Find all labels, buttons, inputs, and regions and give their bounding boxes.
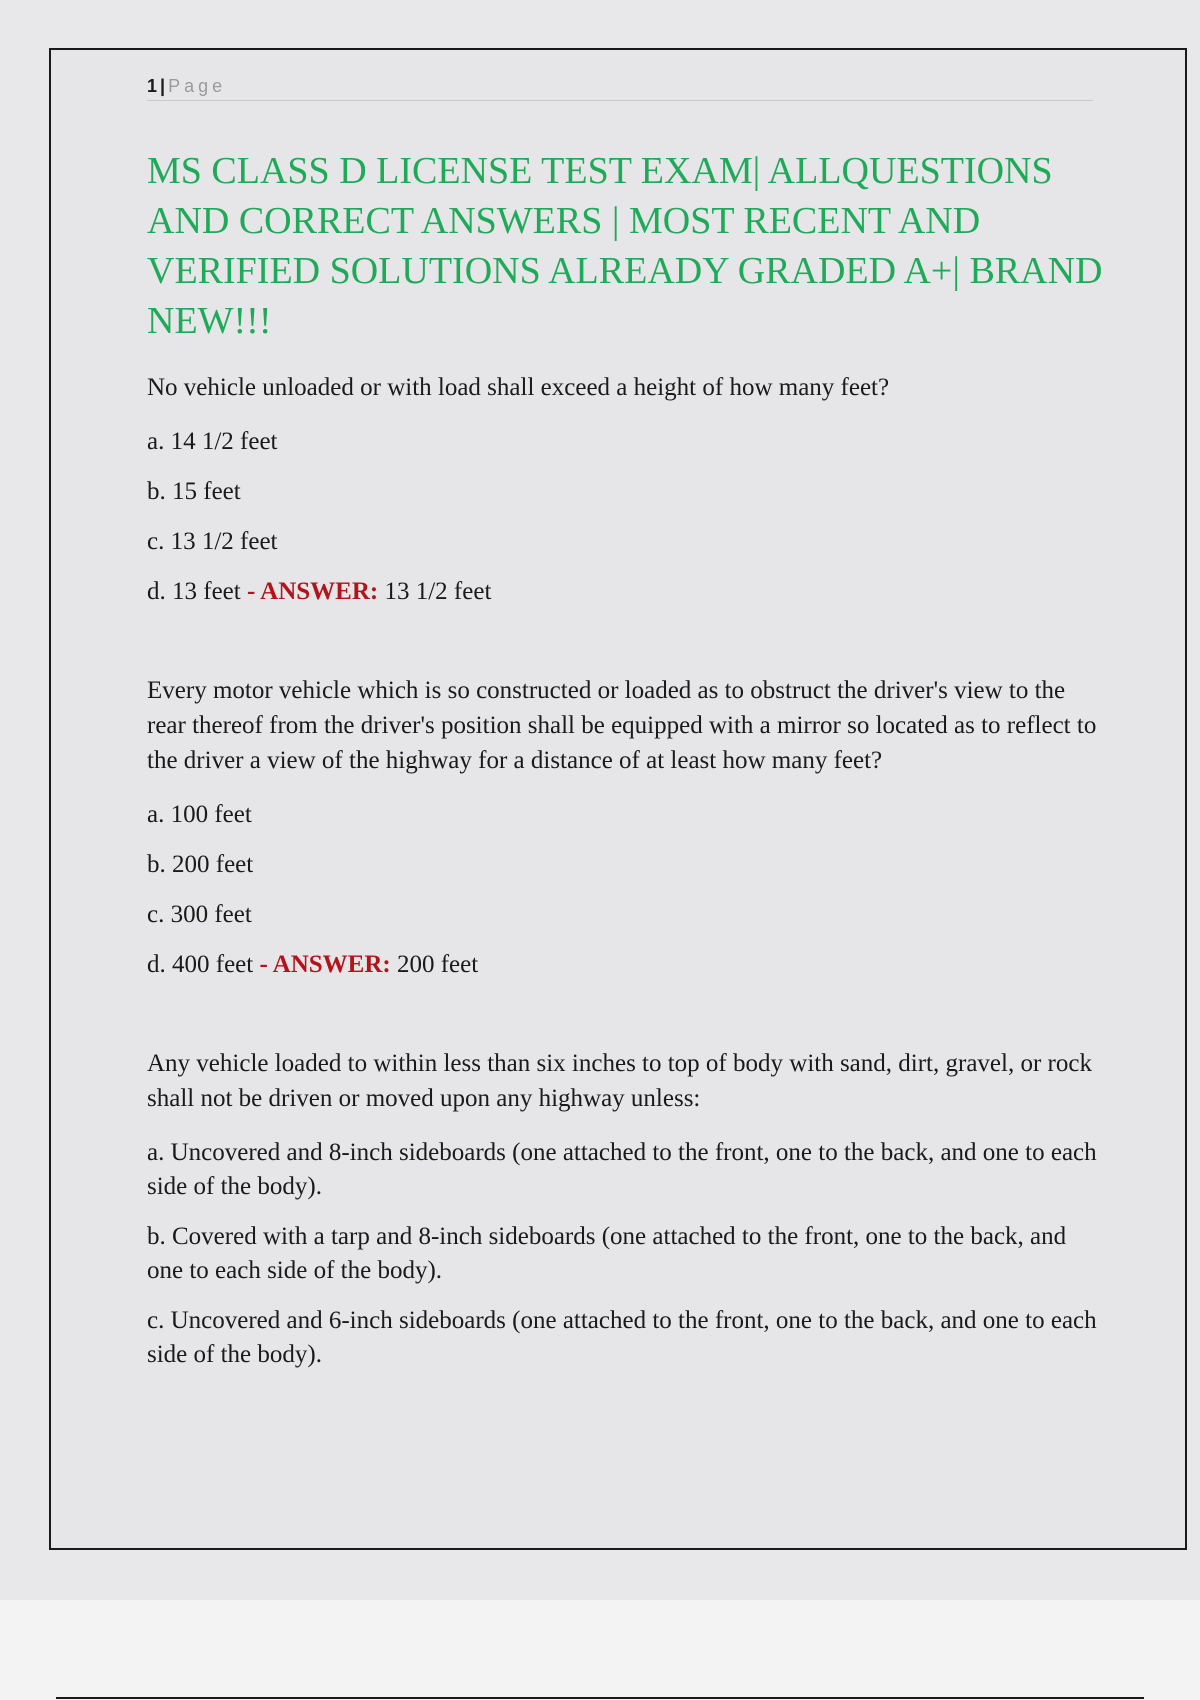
question-2-option-c: c. 300 feet	[147, 901, 252, 928]
page-word: Page	[168, 76, 227, 96]
question-3-option-b: b. Covered with a tarp and 8-inch sideboards (one attached to the front, one to the back, and one to each side of the body).	[147, 1223, 1067, 1284]
page-gap	[0, 1600, 1200, 1700]
page-header	[147, 74, 1093, 101]
question-1-option-d-with-answer	[147, 575, 1107, 609]
question-1-option-b: b. 15 feet	[147, 478, 241, 505]
page-content	[147, 146, 1107, 1388]
question-2-option-a: a. 100 feet	[147, 801, 252, 828]
page-separator: |	[160, 76, 166, 96]
answer-label: - ANSWER:	[246, 578, 379, 605]
page-number: 1	[147, 76, 158, 96]
next-page-rule	[56, 1697, 1144, 1699]
question-2-option-d: d. 400 feet	[147, 951, 254, 978]
answer-label: - ANSWER:	[259, 951, 391, 978]
spacer	[147, 625, 1107, 673]
question-3: Any vehicle loaded to within less than six inches to top of body with sand, dirt, gravel, or rock shall not be driven or moved upon any highway unless:	[147, 1050, 1092, 1112]
question-1-answer: 13 1/2 feet	[384, 578, 492, 605]
question-2-option-d-with-answer	[147, 948, 1107, 982]
question-3-option-a: a. Uncovered and 8-inch sideboards (one attached to the front, one to the back, and one to each side of the body).	[147, 1139, 1097, 1200]
question-1: No vehicle unloaded or with load shall exceed a height of how many feet?	[147, 374, 890, 401]
question-2-answer: 200 feet	[396, 951, 479, 978]
question-1-option-c: c. 13 1/2 feet	[147, 528, 278, 555]
question-1-option-a: a. 14 1/2 feet	[147, 428, 278, 455]
question-3-option-c: c. Uncovered and 6-inch sideboards (one attached to the front, one to the back, and one to each side of the body).	[147, 1307, 1097, 1368]
document-page	[49, 48, 1187, 1550]
question-1-option-d: d. 13 feet	[147, 578, 241, 605]
question-2-option-b: b. 200 feet	[147, 851, 254, 878]
document-title: MS CLASS D LICENSE TEST EXAM| ALLQUESTIONS AND CORRECT ANSWERS | MOST RECENT AND VERIFIED SOLUTIONS ALREADY GRADED A+| BRAND NEW!!!	[147, 150, 1103, 342]
question-2: Every motor vehicle which is so constructed or loaded as to obstruct the driver's view to the rear thereof from the driver's position shall be equipped with a mirror so located as to reflect to the driver a view of the highway for a distance of at least how many feet?	[147, 677, 1097, 774]
spacer	[147, 998, 1107, 1046]
